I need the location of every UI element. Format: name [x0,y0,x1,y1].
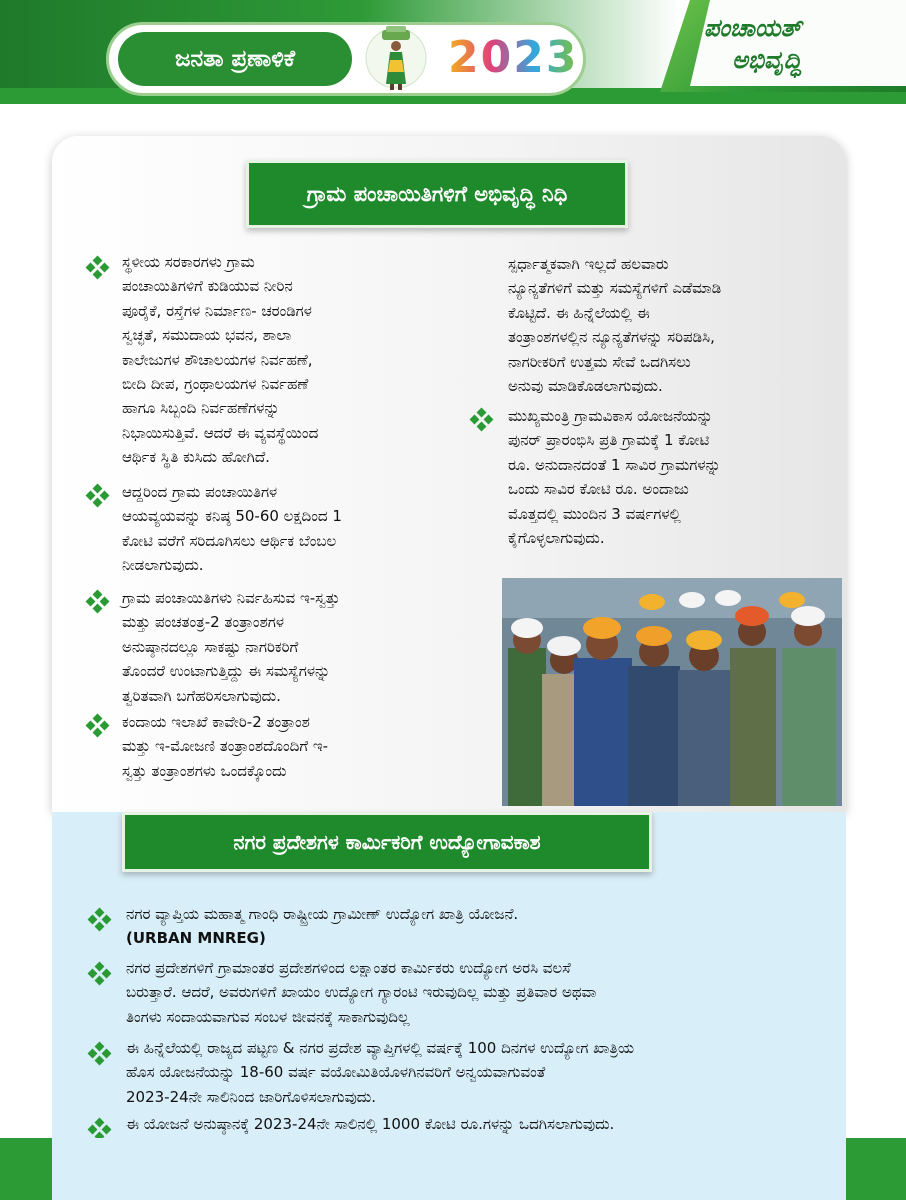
workers-photo [502,578,842,806]
list-item: ನಗರ ವ್ಯಾಪ್ತಿಯ ಮಹಾತ್ಮ ಗಾಂಧಿ ರಾಷ್ಟ್ರೀಯ ಗ್ರಾಮೀಣ್ ಉದ್ಯೋಗ ಖಾತ್ರಿ ಯೋಜನೆ. (URBAN MNREG) [126,905,519,948]
bullet-icon [86,590,110,614]
list-item: ಆದ್ದರಿಂದ ಗ್ರಾಮ ಪಂಚಾಯಿತಿಗಳ ಆಯವ್ಯಯವನ್ನು ಕನಿಷ್ಠ 50-60 ಲಕ್ಷದಿಂದ 1 ಕೋಟಿ ವರೆಗೆ ಸರಿದೂಗಿಸಲು ಆರ್ಥಿಕ ಬೆಂಬಲ ನೀಡಲಾಗುವುದು. [122,483,342,575]
list-item: ಗ್ರಾಮ ಪಂಚಾಯಿತಿಗಳು ನಿರ್ವಹಿಸುವ ಇ-ಸ್ವತ್ತು ಮತ್ತು ಪಂಚತಂತ್ರ-2 ತಂತ್ರಾಂಶಗಳ ಅನುಷ್ಠಾನದಲ್ಲೂ ಸಾಕಷ್ಟು ನಾಗರಿಕರಿಗೆ ತೊಂದರೆ ಉಂಟಾಗುತ್ತಿದ್ದು ಈ ಸಮಸ್ಯೆಗಳನ್ನು ತ್ವರಿತವಾಗಿ ಬಗೆಹರಿಸಲಾಗುವುದು. [122,589,340,705]
list-item: ನಗರ ಪ್ರದೇಶಗಳಿಗೆ ಗ್ರಾಮಾಂತರ ಪ್ರದೇಶಗಳಿಂದ ಲಕ್ಷಾಂತರ ಕಾರ್ಮಿಕರು ಉದ್ಯೋಗ ಅರಸಿ ವಲಸೆ ಬರುತ್ತಾರೆ. ಆದರೆ, ಅವರುಗಳಿಗೆ ಖಾಯಂ ಉದ್ಯೋಗ ಗ್ಯಾರಂಟಿ ಇರುವುದಿಲ್ಲ ಮತ್ತು ಪ್ರತಿವಾರ ಅಥವಾ ತಿಂಗಳು ಸಂದಾಯವಾಗುವ ಸಂಬಳ ಜೀವನಕ್ಕೆ ಸಾಕಾಗುವುದಿಲ್ಲ [126,959,597,1026]
section1-title: ಗ್ರಾಮ ಪಂಚಾಯಿತಿಗಳಿಗೆ ಅಭಿವೃದ್ಧಿ ನಿಧಿ [246,160,628,228]
panchayat-logo [700,12,900,76]
bullet-icon [88,1042,112,1066]
bullet-icon [86,256,110,280]
bullet-icon [86,714,110,738]
manifesto-title: ಜನತಾ ಪ್ರಣಾಳಿಕೆ [118,32,352,86]
bullet-icon [470,408,494,432]
list-item-continuation: ಸ್ಪರ್ಧಾತ್ಮಕವಾಗಿ ಇಲ್ಲದೆ ಹಲವಾರು ನ್ಯೂನ್ಯತೆಗಳಿಗೆ ಮತ್ತು ಸಮಸ್ಯೆಗಳಿಗೆ ಎಡೆಮಾಡಿ ಕೊಟ್ಟಿದೆ. ಈ ಹಿನ್ನೆಲೆಯಲ್ಲಿ ಈ ತಂತ್ರಾಂಶಗಳಲ್ಲಿನ ನ್ಯೂನ್ಯತೆಗಳನ್ನು ಸರಿಪಡಿಸಿ, ನಾಗರೀಕರಿಗೆ ಉತ್ತಮ ಸೇವೆ ಒದಗಿಸಲು ಅನುವು ಮಾಡಿಕೊಡಲಾಗುವುದು. [508,255,722,396]
list-item: ಕಂದಾಯ ಇಲಾಖೆ ಕಾವೇರಿ-2 ತಂತ್ರಾಂಶ ಮತ್ತು ಇ-ಮೋಜಣಿ ತಂತ್ರಾಂಶದೊಂದಿಗೆ ಇ- ಸ್ವತ್ತು ತಂತ್ರಾಂಶಗಳು ಒಂದಕ್ಕೊಂದು [122,713,328,780]
bullet-icon [88,908,112,932]
logo-line-2: ಅಭಿವೃದ್ಧಿ [732,46,802,74]
footer-panel [52,1138,846,1200]
bullet-icon [86,484,110,508]
list-item: ಮುಖ್ಯಮಂತ್ರಿ ಗ್ರಾಮವಿಕಾಸ ಯೋಜನೆಯನ್ನು ಪುನರ್ ಪ್ರಾರಂಭಿಸಿ ಪ್ರತಿ ಗ್ರಾಮಕ್ಕೆ 1 ಕೋಟಿ ರೂ. ಅನುದಾನದಂತೆ 1 ಸಾವಿರ ಗ್ರಾಮಗಳನ್ನು ಒಂದು ಸಾವಿರ ಕೋಟಿ ರೂ. ಅಂದಾಜು ಮೊತ್ತದಲ್ಲಿ ಮುಂದಿನ 3 ವರ್ಷಗಳಲ್ಲಿ ಕೈಗೊಳ್ಳಲಾಗುವುದು. [508,407,721,548]
woman-figure-icon [364,24,428,92]
section2-title: ನಗರ ಪ್ರದೇಶಗಳ ಕಾರ್ಮಿಕರಿಗೆ ಉದ್ಯೋಗಾವಕಾಶ [122,812,652,872]
logo-line-1: ಪಂಚಾಯತ್ [704,14,802,42]
list-item: ಈ ಹಿನ್ನೆಲೆಯಲ್ಲಿ ರಾಜ್ಯದ ಪಟ್ಟಣ & ನಗರ ಪ್ರದೇಶ ವ್ಯಾಪ್ತಿಗಳಲ್ಲಿ ವರ್ಷಕ್ಕೆ 100 ದಿನಗಳ ಉದ್ಯೋಗ ಖಾತ್ರಿಯ ಹೊಸ ಯೋಜನೆಯನ್ನು 18-60 ವರ್ಷ ವಯೋಮಿತಿಯೊಳಗಿನವರಿಗೆ ಅನ್ವಯವಾಗುವಂತೆ 2023-24ನೇ ಸಾಲಿನಿಂದ ಜಾರಿಗೊಳಿಸಲಾಗುವುದು. [126,1039,635,1106]
bullet-icon [88,962,112,986]
manifesto-year: 2023 [448,32,579,83]
list-item: ಸ್ಥಳೀಯ ಸರಕಾರಗಳು ಗ್ರಾಮ ಪಂಚಾಯಿತಿಗಳಿಗೆ ಕುಡಿಯುವ ನೀರಿನ ಪೂರೈಕೆ, ರಸ್ತೆಗಳ ನಿರ್ಮಾಣ- ಚರಂಡಿಗಳ ಸ್ವಚ್ಛತೆ, ಸಮುದಾಯ ಭವನ, ಶಾಲಾ ಕಾಲೇಜುಗಳ ಶೌಚಾಲಯಗಳ ನಿರ್ವಹಣೆ, ಬೀದಿ ದೀಪ, ಗ್ರಂಥಾಲಯಗಳ ನಿರ್ವಹಣೆ ಹಾಗೂ ಸಿಬ್ಬಂದಿ ನಿರ್ವಹಣೆಗಳನ್ನು ನಿಭಾಯಿಸುತ್ತಿವೆ. ಆದರೆ ಈ ವ್ಯವಸ್ಥೆಯಿಂದ ಆರ್ಥಿಕ ಸ್ಥಿತಿ ಕುಸಿದು ಹೋಗಿದೆ. [122,253,319,467]
list-item: ಈ ಯೋಜನೆ ಅನುಷ್ಠಾನಕ್ಕೆ 2023-24ನೇ ಸಾಲಿನಲ್ಲಿ 1000 ಕೋಟಿ ರೂ.ಗಳನ್ನು ಒದಗಿಸಲಾಗುವುದು. [126,1115,615,1133]
